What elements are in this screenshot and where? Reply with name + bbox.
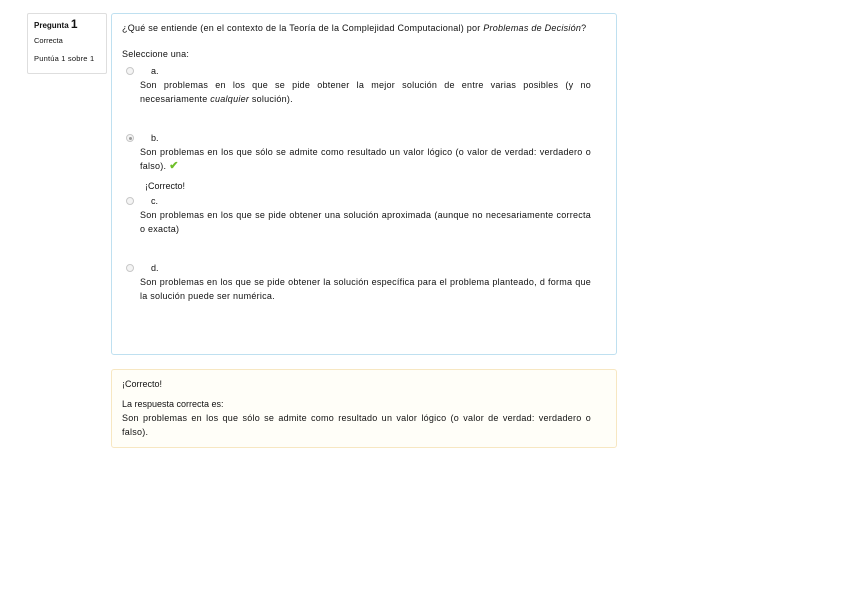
option-text: Son problemas en los que se pide obtener la solución específica para el problema planteado, d forma que la solución puede ser numérica.: [140, 277, 591, 301]
answer-option-a[interactable]: [122, 64, 591, 106]
right-answer-label: La respuesta correcta es:: [122, 399, 224, 409]
option-feedback: ¡Correcto!: [145, 181, 186, 191]
question-state: Correcta: [34, 35, 63, 45]
question-info-box: [27, 13, 107, 74]
question-grade: Puntúa 1 sobre 1: [34, 54, 95, 64]
question-number-value: 1: [70, 17, 78, 31]
answer-option-c[interactable]: [122, 194, 591, 236]
question-outcome: [111, 369, 617, 448]
question-text: ¿Qué se entiende (en el contexto de la Teoría de la Complejidad Computacional) por Problemas de Decisión?: [122, 23, 587, 33]
option-text: Son problemas en los que sólo se admite como resultado un valor lógico (o valor de verdad: verdadero o falso). ✔: [140, 147, 591, 172]
option-letter: d.: [151, 263, 159, 273]
option-letter: b.: [151, 133, 159, 143]
radio-button-d[interactable]: [126, 264, 134, 272]
radio-button-b[interactable]: [126, 134, 134, 142]
radio-button-c[interactable]: [126, 197, 134, 205]
option-letter: c.: [151, 196, 159, 206]
answer-option-b[interactable]: [122, 131, 591, 173]
question-formulation: [111, 13, 617, 355]
option-text: Son problemas en los que se pide obtener la mejor solución de entre varias posibles (y no necesariamente cualquier solución).: [140, 80, 591, 104]
answer-option-d[interactable]: [122, 261, 591, 303]
outcome-feedback: ¡Correcto!: [122, 379, 163, 389]
check-mark-icon: ✔: [169, 160, 179, 172]
question-label: Pregunta: [34, 21, 69, 30]
answer-prompt: Seleccione una:: [122, 49, 190, 59]
radio-button-a[interactable]: [126, 67, 134, 75]
question-text-italic: Problemas de Decisión: [483, 23, 582, 33]
option-text: Son problemas en los que se pide obtener una solución aproximada (aunque no necesariamente correcta o exacta): [140, 210, 591, 234]
right-answer-text: Son problemas en los que sólo se admite como resultado un valor lógico (o valor de verdad: verdadero o falso).: [122, 413, 591, 437]
question-number: [34, 17, 100, 33]
option-letter: a.: [151, 66, 159, 76]
